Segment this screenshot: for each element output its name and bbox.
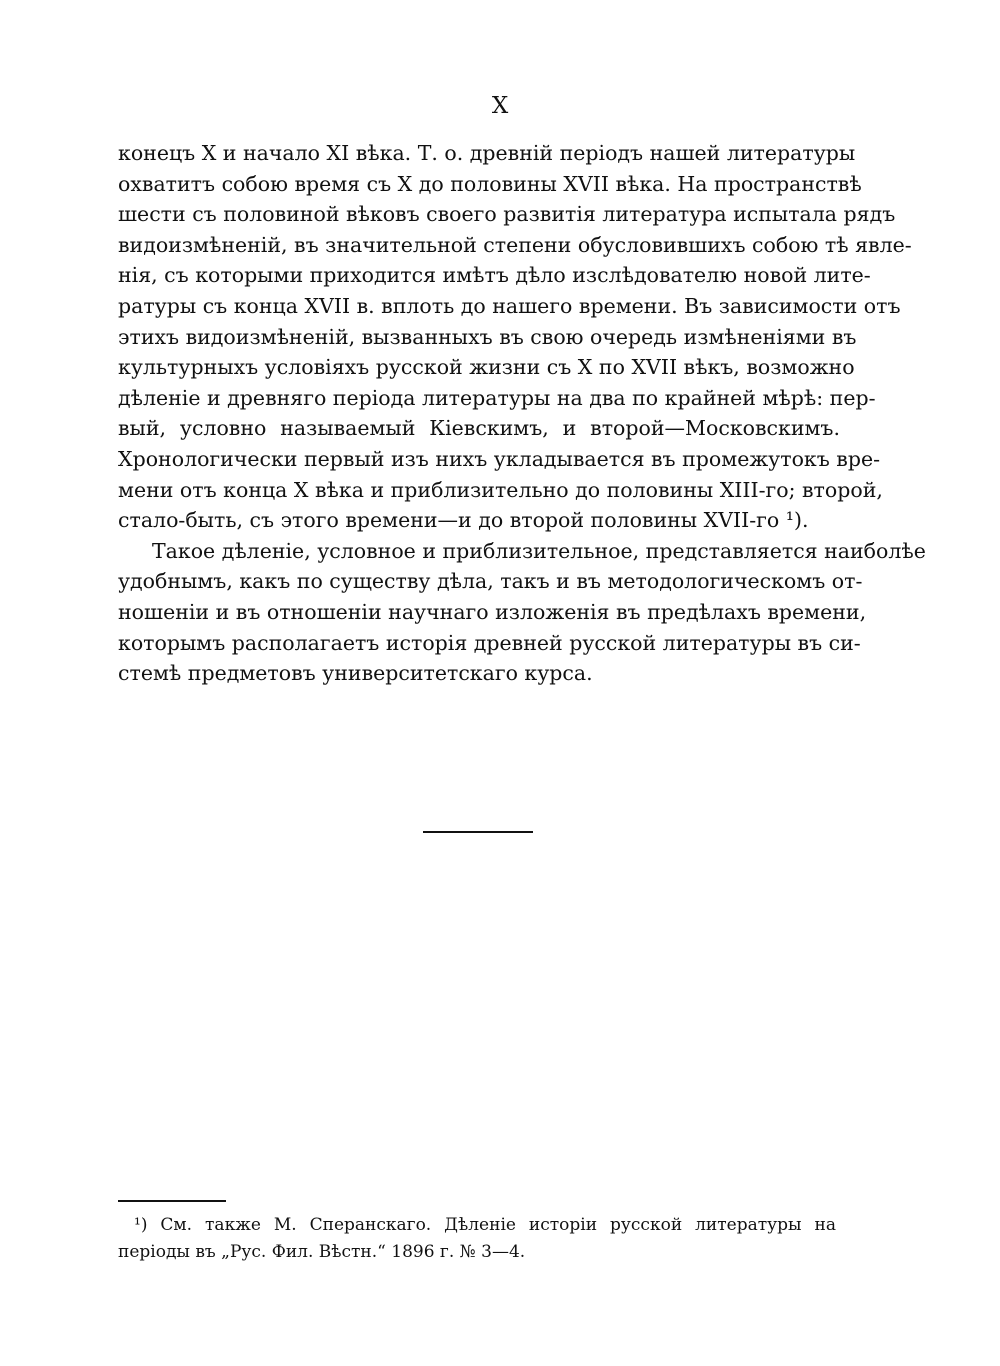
- text-line: вый, условно называемый Кіевскимъ, и второй—Московскимъ.: [118, 416, 840, 441]
- footnote-rule: [118, 1200, 226, 1202]
- footnote-line: періоды въ „Рус. Фил. Вѣстн.“ 1896 г. № 3—4.: [118, 1242, 526, 1262]
- text-line: удобнымъ, какъ по существу дѣла, такъ и въ методологическомъ от-: [118, 569, 863, 594]
- text-line: конецъ X и начало XI вѣка. Т. о. древній періодъ нашей литературы: [118, 141, 856, 165]
- text-line: ношеніи и въ отношеніи научнаго изложенія въ предѣлахъ времени,: [118, 599, 867, 624]
- page-number: X: [491, 93, 509, 119]
- text-line: стало-быть, съ этого времени—и до второй половины XVII-го ¹).: [118, 508, 809, 533]
- text-line: которымъ располагаетъ исторія древней русской литературы въ си-: [118, 630, 861, 655]
- text-line: видоизмѣненій, въ значительной степени обусловившихъ собою тѣ явле-: [118, 232, 912, 257]
- paragraph-2: [118, 536, 926, 689]
- main-text: [118, 138, 926, 689]
- text-line: нія, съ которыми приходится имѣтъ дѣло изслѣдователю новой лите-: [118, 263, 871, 288]
- text-line: ратуры съ конца XVII в. вплоть до нашего времени. Въ зависимости отъ: [118, 293, 901, 318]
- footnote: [118, 1212, 836, 1266]
- text-line: Хронологически первый изъ нихъ укладывается въ промежутокъ вре-: [118, 446, 881, 471]
- footnote-line: ¹) См. также М. Сперанскаго. Дѣленіе исторіи русской литературы на: [134, 1215, 836, 1235]
- text-line: стемѣ предметовъ университетскаго курса.: [118, 661, 593, 686]
- text-line: мени отъ конца X вѣка и приблизительно до половины XIII-го; второй,: [118, 477, 883, 502]
- text-line: Такое дѣленіе, условное и приблизительное, представляется наиболѣе: [152, 538, 926, 563]
- text-line: дѣленіе и древняго періода литературы на два по крайней мѣрѣ: пер-: [118, 385, 876, 410]
- section-separator: [423, 831, 533, 833]
- text-line: охватитъ собою время съ X до половины XVII вѣка. На пространствѣ: [118, 171, 862, 196]
- paragraph-1: [118, 138, 912, 536]
- text-line: этихъ видоизмѣненій, вызванныхъ въ свою очередь измѣненіями въ: [118, 324, 857, 349]
- text-line: культурныхъ условіяхъ русской жизни съ X по XVII вѣкъ, возможно: [118, 355, 855, 380]
- text-line: шести съ половиной вѣковъ своего развитія литература испытала рядъ: [118, 202, 896, 227]
